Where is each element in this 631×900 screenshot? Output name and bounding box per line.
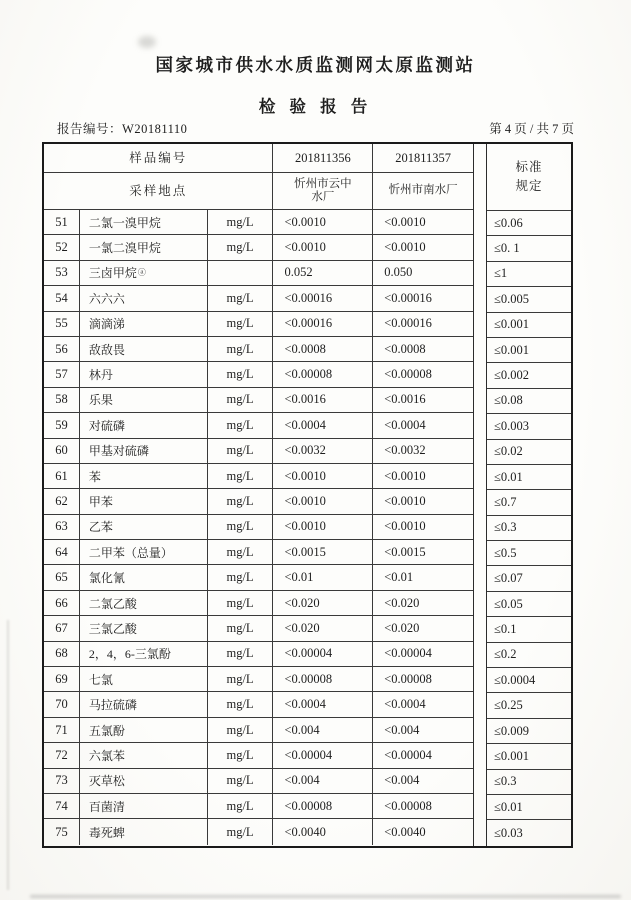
- standard-limit: ≤0.001: [487, 338, 571, 363]
- unit: mg/L: [208, 591, 274, 615]
- main-table-rows: [44, 210, 473, 845]
- table-row: [44, 642, 473, 667]
- parameter-name: 五氯酚: [80, 718, 208, 742]
- value-sample1: <0.0004: [273, 692, 373, 716]
- row-number: 62: [44, 489, 80, 513]
- value-sample1: <0.0032: [273, 439, 373, 463]
- parameter-name: 乐果: [80, 388, 208, 412]
- value-sample1: <0.020: [273, 616, 373, 640]
- report-meta-row: [57, 119, 574, 137]
- table-row: [44, 261, 473, 286]
- row-number: 56: [44, 337, 80, 361]
- value-sample2: <0.0010: [384, 493, 426, 508]
- parameter-name: 2，4，6-三氯酚: [80, 642, 208, 666]
- row-number: 63: [44, 515, 80, 539]
- value-sample1: <0.004: [273, 718, 373, 742]
- report-number-label: 报告编号：: [57, 122, 123, 136]
- parameter-name: 二氯乙酸: [80, 591, 208, 615]
- row-number: 69: [44, 667, 80, 691]
- parameter-name: 一氯二溴甲烷: [80, 235, 208, 259]
- unit: mg/L: [208, 337, 274, 361]
- value-sample2: <0.0015: [384, 544, 426, 559]
- unit: mg/L: [208, 540, 274, 564]
- value-sample2: <0.01: [384, 570, 414, 585]
- standard-limit: ≤0.7: [487, 490, 571, 515]
- row-number: 74: [44, 794, 80, 818]
- header-row-sample-number: [44, 144, 473, 173]
- parameter-name: 林丹: [80, 362, 208, 386]
- unit: mg/L: [208, 769, 274, 793]
- row-number: 70: [44, 692, 80, 716]
- value-sample2: <0.0016: [384, 392, 426, 407]
- value-sample1: <0.00004: [273, 642, 373, 666]
- row-number: 61: [44, 464, 80, 488]
- table-row: [44, 439, 473, 464]
- table-row: [44, 794, 473, 819]
- unit: mg/L: [208, 616, 274, 640]
- value-sample1: <0.0016: [273, 388, 373, 412]
- parameter-name: 毒死蜱: [80, 819, 208, 844]
- parameter-name: 二甲苯（总量）: [80, 540, 208, 564]
- standard-limit: ≤0.25: [487, 693, 571, 718]
- sample1-site-text: 忻州市云中水厂: [294, 177, 352, 203]
- standard-limit: ≤0. 1: [487, 236, 571, 261]
- unit: mg/L: [208, 439, 274, 463]
- standard-limit: ≤0.0004: [487, 668, 571, 693]
- row-number: 51: [44, 210, 80, 234]
- unit: mg/L: [208, 718, 274, 742]
- value-sample1: <0.01: [273, 565, 373, 589]
- unit: mg/L: [208, 515, 274, 539]
- standard-label: 标准规定: [515, 160, 543, 193]
- table-row: [44, 464, 473, 489]
- unit: mg/L: [208, 464, 274, 488]
- value-sample1: <0.020: [273, 591, 373, 615]
- row-number: 64: [44, 540, 80, 564]
- results-table: [42, 142, 573, 848]
- standard-limit: ≤0.07: [487, 566, 571, 591]
- sample1-site: [273, 173, 373, 209]
- standard-limit: ≤0.03: [494, 825, 523, 840]
- value-sample1: <0.0010: [273, 464, 373, 488]
- parameter-name: 滴滴涕: [80, 312, 208, 336]
- parameter-name: 七氯: [80, 667, 208, 691]
- row-number: 75: [44, 819, 80, 844]
- row-number: 59: [44, 413, 80, 437]
- table-row: [44, 210, 473, 235]
- sample2-number: 201811357: [395, 150, 452, 165]
- value-sample2: <0.00016: [384, 316, 432, 331]
- value-sample1: <0.0010: [273, 515, 373, 539]
- value-sample2: <0.004: [384, 773, 420, 788]
- value-sample2: <0.0004: [384, 697, 426, 712]
- table-row: [44, 362, 473, 387]
- standard-col-rows: [487, 211, 571, 846]
- main-table: [44, 144, 474, 846]
- row-number: 67: [44, 616, 80, 640]
- row-number: 53: [44, 261, 80, 285]
- unit: mg/L: [208, 794, 274, 818]
- value-sample1: <0.0008: [273, 337, 373, 361]
- value-sample1: <0.0010: [273, 235, 373, 259]
- parameter-name: 甲基对硫磷: [80, 439, 208, 463]
- unit: mg/L: [208, 210, 274, 234]
- value-sample2: <0.0008: [384, 341, 426, 356]
- sample-number-label: 样品编号: [44, 144, 273, 172]
- standard-limit: ≤0.01: [487, 465, 571, 490]
- row-number: 57: [44, 362, 80, 386]
- standard-limit: ≤0.009: [487, 719, 571, 744]
- value-sample2: <0.00008: [384, 367, 432, 382]
- table-row: [44, 769, 473, 794]
- table-row: [44, 819, 473, 844]
- standard-limit: ≤0.005: [487, 287, 571, 312]
- value-sample1: <0.0010: [273, 489, 373, 513]
- unit: mg/L: [208, 642, 274, 666]
- parameter-name: 敌敌畏: [80, 337, 208, 361]
- row-number: 68: [44, 642, 80, 666]
- standard-limit: ≤0.3: [487, 516, 571, 541]
- value-sample1: <0.004: [273, 769, 373, 793]
- parameter-name: 三卤甲烷 ⓐ: [80, 261, 208, 285]
- sample1-number: 201811356: [273, 144, 373, 172]
- value-sample1: <0.00008: [273, 794, 373, 818]
- table-row: [44, 235, 473, 260]
- standard-column-header: [487, 144, 571, 211]
- standard-limit: ≤0.01: [487, 795, 571, 820]
- value-sample2: <0.0010: [384, 240, 426, 255]
- value-sample2: <0.0040: [384, 824, 426, 839]
- parameter-name: 百菌清: [80, 794, 208, 818]
- value-sample2: <0.00008: [384, 798, 432, 813]
- unit: mg/L: [208, 362, 274, 386]
- value-sample1: <0.00016: [273, 286, 373, 310]
- value-sample1: <0.00008: [273, 667, 373, 691]
- parameter-name: 三氯乙酸: [80, 616, 208, 640]
- unit: mg/L: [208, 565, 274, 589]
- sample2-site: [373, 173, 473, 209]
- value-sample2: <0.00016: [384, 290, 432, 305]
- sample2-site-text: 忻州市南水厂: [388, 184, 458, 197]
- parameter-name: 氯化氰: [80, 565, 208, 589]
- organization-title: 国家城市供水水质监测网太原监测站: [155, 55, 476, 75]
- scan-smudge: [138, 36, 156, 48]
- parameter-name: 六氯苯: [80, 743, 208, 767]
- standard-limit: ≤0.06: [487, 211, 571, 236]
- value-sample2: <0.00004: [384, 646, 432, 661]
- table-row: [44, 312, 473, 337]
- value-sample1: <0.00004: [273, 743, 373, 767]
- scan-edge-line: [7, 620, 9, 890]
- value-sample2: <0.0032: [384, 443, 426, 458]
- standard-column: [486, 144, 571, 846]
- unit: mg/L: [208, 286, 274, 310]
- standard-limit: ≤0.001: [487, 313, 571, 338]
- report-number: [57, 119, 187, 137]
- parameter-name: 乙苯: [80, 515, 208, 539]
- value-sample2: <0.0010: [384, 214, 426, 229]
- table-row: [44, 286, 473, 311]
- parameter-name: 马拉硫磷: [80, 692, 208, 716]
- parameter-name: 苯: [80, 464, 208, 488]
- parameter-name: 六六六: [80, 286, 208, 310]
- report-title: 检 验 报 告: [258, 97, 373, 116]
- value-sample2: <0.020: [384, 595, 420, 610]
- standard-limit: ≤0.05: [487, 592, 571, 617]
- standard-limit: ≤0.003: [487, 414, 571, 439]
- value-sample1: <0.0040: [273, 819, 373, 844]
- standard-limit: ≤0.2: [487, 643, 571, 668]
- value-sample1: <0.0015: [273, 540, 373, 564]
- value-sample2: <0.00008: [384, 671, 432, 686]
- row-number: 52: [44, 235, 80, 259]
- row-number: 72: [44, 743, 80, 767]
- row-number: 58: [44, 388, 80, 412]
- value-sample1: 0.052: [273, 261, 373, 285]
- scan-shadow: [30, 895, 621, 898]
- row-number: 73: [44, 769, 80, 793]
- unit: mg/L: [208, 692, 274, 716]
- value-sample2: <0.00004: [384, 747, 432, 762]
- row-number: 65: [44, 565, 80, 589]
- standard-limit: ≤0.02: [487, 440, 571, 465]
- unit: mg/L: [208, 413, 274, 437]
- standard-limit: ≤0.002: [487, 363, 571, 388]
- unit: mg/L: [208, 743, 274, 767]
- table-gap-column: [474, 144, 486, 846]
- parameter-name: 甲苯: [80, 489, 208, 513]
- parameter-name: 灭草松: [80, 769, 208, 793]
- table-row: [44, 565, 473, 590]
- standard-limit: ≤0.1: [487, 617, 571, 642]
- table-row: [44, 489, 473, 514]
- standard-limit: ≤0.3: [487, 770, 571, 795]
- value-sample1: <0.00008: [273, 362, 373, 386]
- table-row: [44, 667, 473, 692]
- value-sample1: <0.0004: [273, 413, 373, 437]
- value-sample2: <0.020: [384, 620, 420, 635]
- table-row: [44, 540, 473, 565]
- row-number: 54: [44, 286, 80, 310]
- unit: mg/L: [208, 312, 274, 336]
- parameter-name: 对硫磷: [80, 413, 208, 437]
- report-number-value: W20181110: [122, 122, 188, 136]
- unit: mg/L: [208, 388, 274, 412]
- table-row: [44, 413, 473, 438]
- row-number: 66: [44, 591, 80, 615]
- value-sample2: <0.0010: [384, 519, 426, 534]
- value-sample2: <0.0010: [384, 468, 426, 483]
- row-number: 60: [44, 439, 80, 463]
- value-sample1: <0.0010: [273, 210, 373, 234]
- row-number: 71: [44, 718, 80, 742]
- table-row: [44, 616, 473, 641]
- table-row: [44, 692, 473, 717]
- table-row: [44, 591, 473, 616]
- row-number: 55: [44, 312, 80, 336]
- unit: mg/L: [208, 235, 274, 259]
- table-row: [44, 337, 473, 362]
- table-row: [44, 718, 473, 743]
- value-sample2: <0.0004: [384, 417, 426, 432]
- sample-site-label: 采样地点: [44, 173, 273, 209]
- standard-limit: ≤0.5: [487, 541, 571, 566]
- value-sample1: <0.00016: [273, 312, 373, 336]
- header-row-sample-site: [44, 173, 473, 210]
- standard-limit: ≤0.001: [487, 744, 571, 769]
- standard-limit: ≤0.08: [487, 389, 571, 414]
- unit: mg/L: [208, 489, 274, 513]
- unit: mg/L: [208, 667, 274, 691]
- page-indicator: 第 4 页 / 共 7 页: [489, 122, 574, 136]
- unit: mg/L: [208, 819, 274, 844]
- standard-limit: ≤1: [487, 262, 571, 287]
- table-row: [44, 388, 473, 413]
- table-row: [44, 515, 473, 540]
- value-sample2: <0.004: [384, 722, 420, 737]
- unit: [208, 261, 274, 285]
- table-row: [44, 743, 473, 768]
- parameter-name: 二氯一溴甲烷: [80, 210, 208, 234]
- value-sample2: 0.050: [384, 265, 413, 280]
